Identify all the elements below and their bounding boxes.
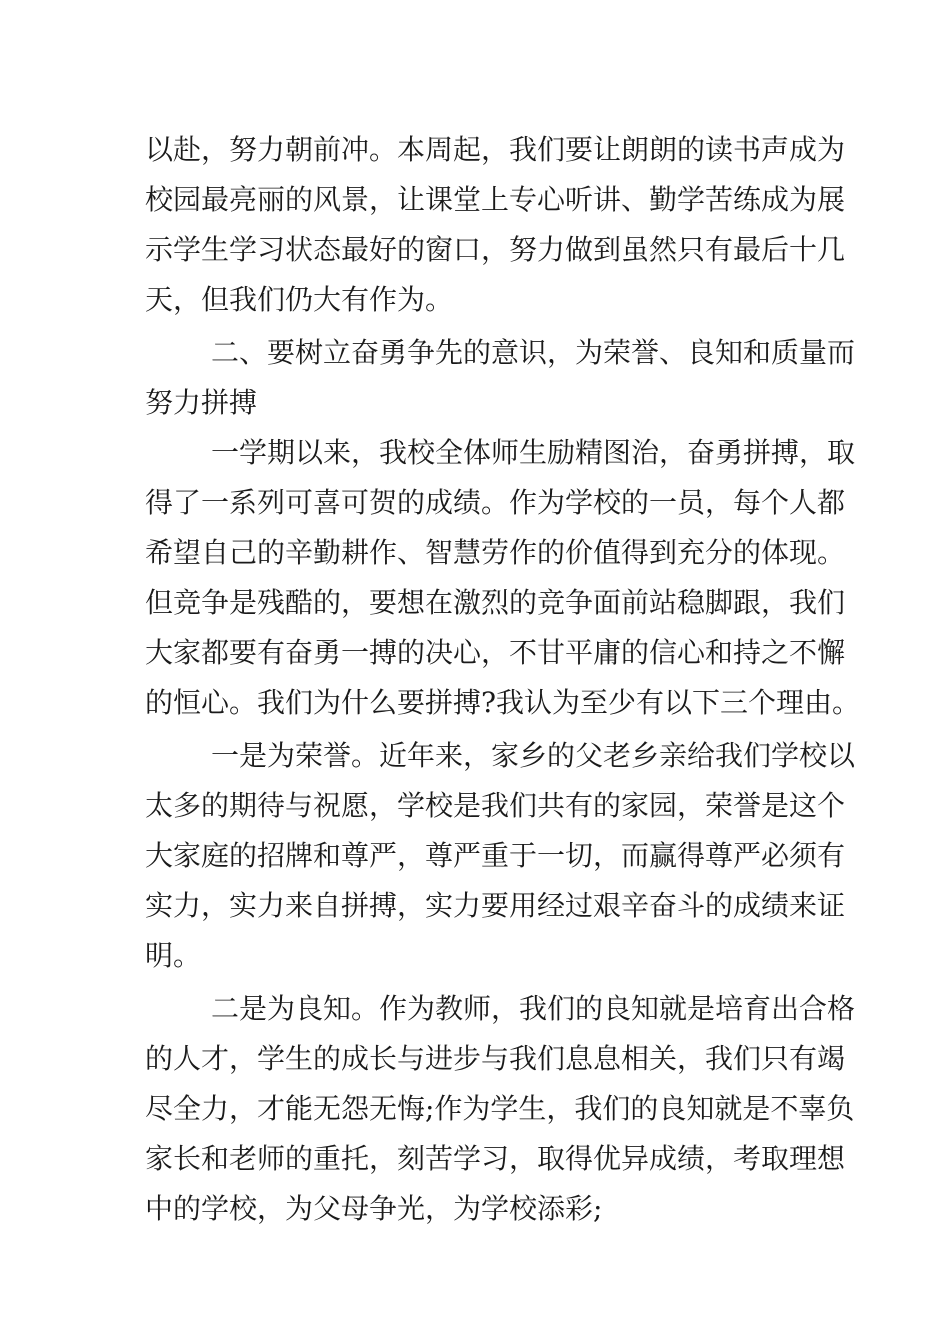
text-line: 以赴，努力朝前冲。本周起，我们要让朗朗的读书声成为 [145, 133, 846, 166]
text-line: 的人才，学生的成长与进步与我们息息相关，我们只有竭 [145, 1042, 846, 1075]
text-line: 大家庭的招牌和尊严，尊严重于一切，而赢得尊严必须有 [145, 839, 846, 872]
text-line: 天，但我们仍大有作为。 [145, 283, 454, 316]
text-line: 尽全力，才能无怨无悔;作为学生，我们的良知就是不辜负 [145, 1092, 855, 1125]
text-line: 一是为荣誉。近年来，家乡的父老乡亲给我们学校以 [211, 739, 856, 772]
text-line: 的恒心。我们为什么要拼搏?我认为至少有以下三个理由。 [145, 686, 861, 719]
text-line: 二是为良知。作为教师，我们的良知就是培育出合格 [211, 992, 856, 1025]
text-line: 中的学校，为父母争光，为学校添彩; [145, 1192, 603, 1225]
text-line: 但竞争是残酷的，要想在激烈的竞争面前站稳脚跟，我们 [145, 586, 846, 619]
text-line: 实力，实力来自拼搏，实力要用经过艰辛奋斗的成绩来证 [145, 889, 846, 922]
text-line: 示学生学习状态最好的窗口，努力做到虽然只有最后十几 [145, 233, 846, 266]
text-line: 太多的期待与祝愿，学校是我们共有的家园，荣誉是这个 [145, 789, 846, 822]
text-line: 家长和老师的重托，刻苦学习，取得优异成绩，考取理想 [145, 1142, 846, 1175]
text-line: 一学期以来，我校全体师生励精图治，奋勇拼搏，取 [211, 436, 856, 469]
section-heading-line: 努力拼搏 [145, 386, 258, 419]
text-line: 校园最亮丽的风景，让课堂上专心听讲、勤学苦练成为展 [145, 183, 846, 216]
text-line: 希望自己的辛勤耕作、智慧劳作的价值得到充分的体现。 [145, 536, 846, 569]
text-line: 明。 [145, 939, 202, 972]
text-line: 大家都要有奋勇一搏的决心，不甘平庸的信心和持之不懈 [145, 636, 846, 669]
section-heading-line: 二、要树立奋勇争先的意识，为荣誉、良知和质量而 [211, 336, 856, 369]
text-line: 得了一系列可喜可贺的成绩。作为学校的一员，每个人都 [145, 486, 846, 519]
